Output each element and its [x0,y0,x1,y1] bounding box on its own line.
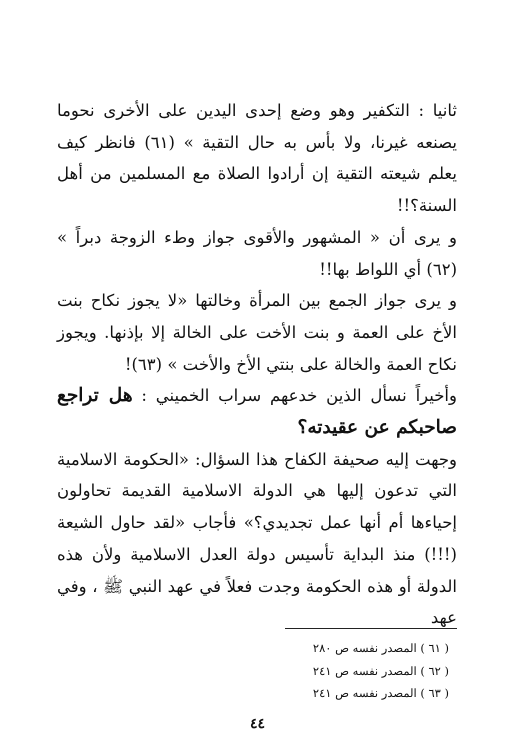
footnote-62: ( ٦٢ ) المصدر نفسه ص ٢٤١ [312,663,449,678]
question-bold: هل تراجع صاحبكم عن عقيدته؟ [57,385,457,439]
main-text [57,95,457,634]
footnote-61: ( ٦١ ) المصدر نفسه ص ٢٨٠ [312,641,449,655]
page-number: ٤٤ [249,716,266,732]
paragraph-kifah-interview: وجهت إليه صحيفة الكفاح هذا السؤال: «الحكومة الاسلامية التي تدعون إليها هي الدولة الاسلامية القديمة تحاولون إحياءها أم أنها عمل تجديدي؟» فأجاب «لقد حاول الشيعة (!!!) منذ البداية تأسيس دولة العدل الاسلامية ولأن هذه الدولة أو هذه الحكومة وجدت فعلاً في عهد النبي ﷺ ، وفي عهد [57,449,457,628]
paragraph-question [57,380,457,443]
paragraph-takfir: ثانيا : التكفير وهو وضع إحدى اليدين على الأخرى نحوما يصنعه غيرنا، ولا بأس به حال التقية » (٦١) فانظر كيف يعلم شيعته التقية إن أرادوا الصلاة مع المسلمين من أهل السنة؟!! [57,101,457,216]
paragraph-marriage-aunt: و يرى جواز الجمع بين المرأة وخالتها «لا يجوز نكاح بنت الأخ على العمة و بنت الأخت على الخالة إلا بإذنها. ويجوز نكاح العمة والخالة على بنتي الأخ والأخت » (٦٣)! [57,291,457,374]
footnote-63: ( ٦٣ ) المصدر نفسه ص ٢٤١ [312,686,449,700]
question-intro: وأخيراً نسأل الذين خدعهم سراب الخميني : [132,386,457,406]
footnotes [149,637,449,705]
footnote-divider [285,628,457,629]
paragraph-anal-intercourse: و يرى أن « المشهور والأقوى جواز وطء الزوجة دبراً » (٦٢) أي اللواط بها!! [57,227,457,279]
